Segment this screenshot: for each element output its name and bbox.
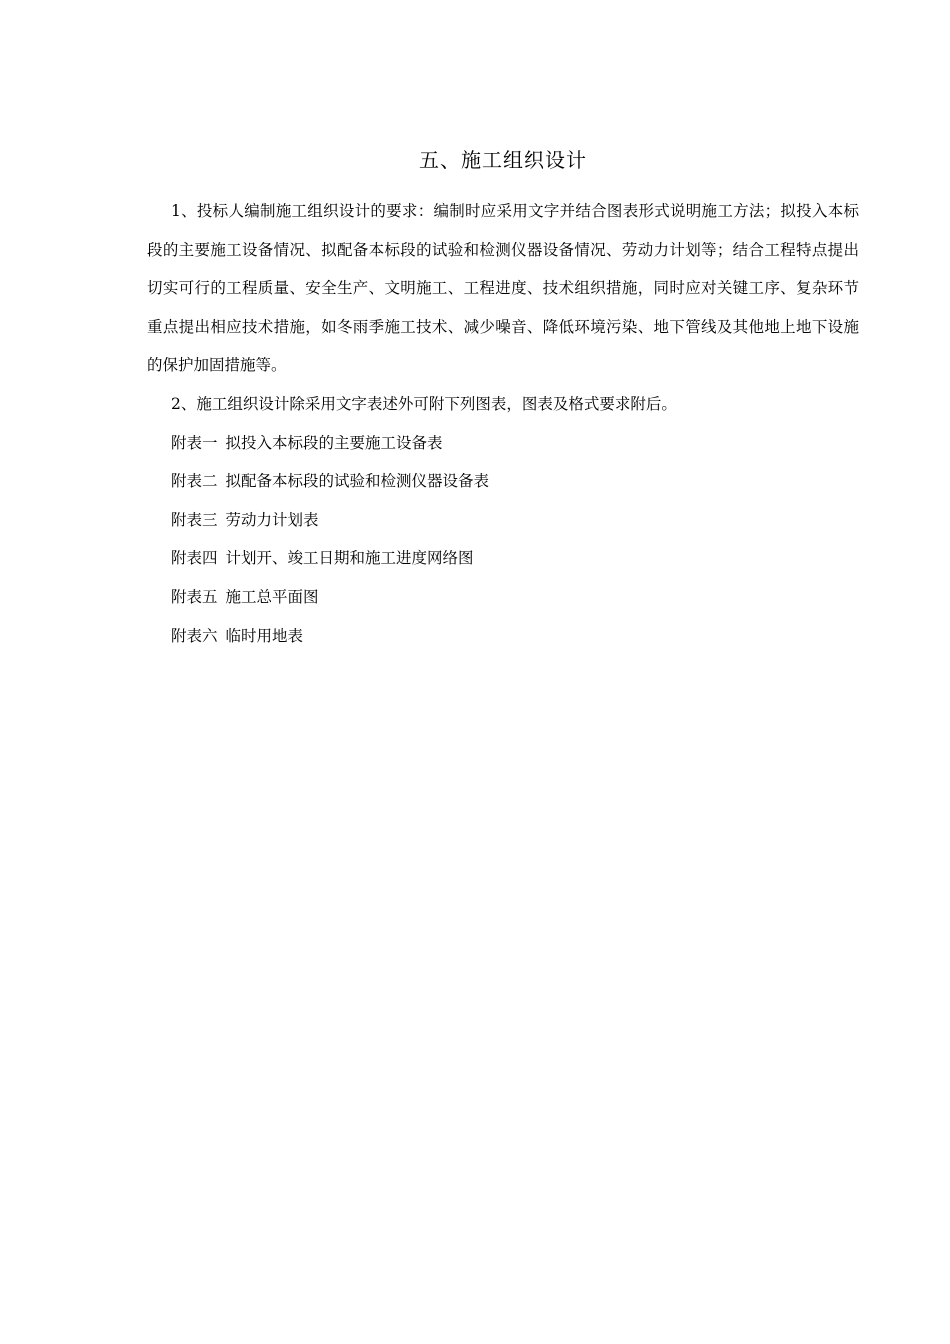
appendix-label: 附表四	[171, 549, 218, 568]
document-content	[147, 145, 859, 655]
appendix-item-1	[147, 424, 859, 463]
appendix-item-2	[147, 462, 859, 501]
appendix-text: 临时用地表	[225, 626, 304, 645]
appendix-text: 施工总平面图	[225, 587, 319, 606]
appendix-item-5	[147, 578, 859, 617]
attachments-intro-paragraph: 2、施工组织设计除采用文字表述外可附下列图表，图表及格式要求附后。	[171, 394, 677, 413]
appendix-list	[147, 424, 859, 656]
appendix-text: 计划开、竣工日期和施工进度网络图	[225, 549, 474, 568]
appendix-item-6	[147, 617, 859, 656]
appendix-label: 附表一	[171, 433, 218, 452]
appendix-label: 附表三	[171, 510, 218, 529]
appendix-text: 劳动力计划表	[225, 510, 319, 529]
appendix-item-3	[147, 501, 859, 540]
appendix-label: 附表二	[171, 472, 218, 491]
appendix-label: 附表六	[171, 626, 218, 645]
appendix-label: 附表五	[171, 587, 218, 606]
appendix-text: 拟投入本标段的主要施工设备表	[225, 433, 443, 452]
document-title: 五、施工组织设计	[419, 148, 587, 172]
appendix-item-4	[147, 539, 859, 578]
requirements-paragraph: 1、投标人编制施工组织设计的要求：编制时应采用文字并结合图表形式说明施工方法；拟投入本标段的主要施工设备情况、拟配备本标段的试验和检测仪器设备情况、劳动力计划等；结合工程特点提出切实可行的工程质量、安全生产、文明施工、工程进度、技术组织措施，同时应对关键工序、复杂环节重点提出相应技术措施，如冬雨季施工技术、减少噪音、降低环境污染、地下管线及其他地上地下设施的保护加固措施等。	[147, 202, 859, 375]
appendix-text: 拟配备本标段的试验和检测仪器设备表	[225, 472, 490, 491]
